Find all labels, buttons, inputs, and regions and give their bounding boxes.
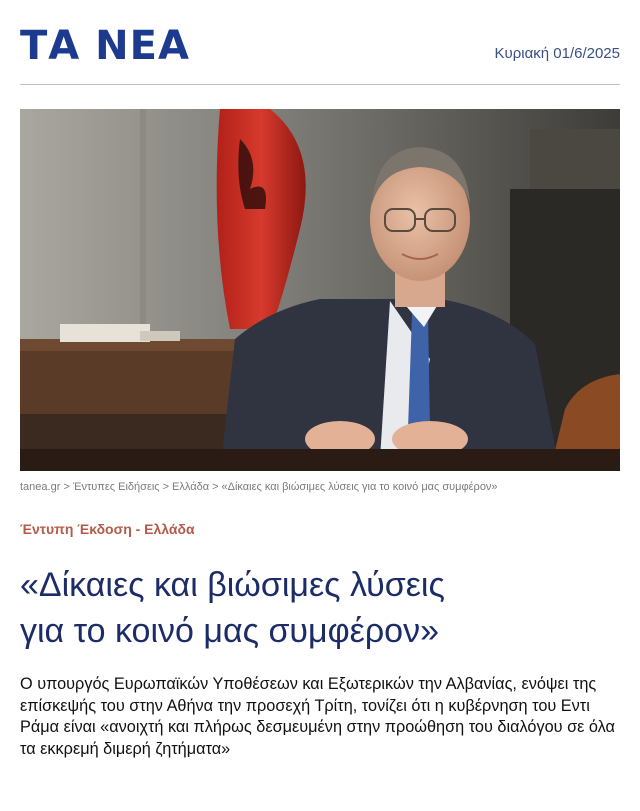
article-photo — [20, 109, 620, 471]
breadcrumb-item-print-news[interactable]: Έντυπες Ειδήσεις — [72, 481, 160, 493]
article-category[interactable]: Έντυπη Έκδοση - Ελλάδα — [20, 521, 195, 537]
breadcrumb-item-current: «Δίκαιες και βιώσιμες λύσεις για το κοινό μας συμφέρον» — [221, 481, 498, 493]
breadcrumb-item-greece[interactable]: Ελλάδα — [172, 481, 210, 493]
article-headline — [20, 562, 620, 654]
breadcrumb-item-home[interactable]: tanea.gr — [20, 481, 61, 493]
headline-line-2: για το κοινό μας συμφέρον» — [20, 612, 439, 650]
header-date: Κυριακή 01/6/2025 — [494, 45, 620, 62]
breadcrumb-separator: > — [212, 481, 219, 493]
header-divider — [20, 84, 620, 85]
headline-line-1: «Δίκαιες και βιώσιμες λύσεις — [20, 566, 445, 604]
site-logo[interactable]: ΤΑ ΝΕΑ — [20, 23, 190, 69]
breadcrumb-separator: > — [63, 481, 70, 493]
breadcrumb — [20, 481, 498, 493]
article-lede: Ο υπουργός Ευρωπαϊκών Υποθέσεων και Εξωτερικών την Αλβανίας, ενόψει της επίσκεψής του στην Αθήνα την προσεχή Τρίτη, τονίζει ότι η κυβέρνηση του Εντι Ράμα είναι «ανοιχτή και πλήρως δεσμευμένη στην προώθηση του διαλόγου σε όλα τα εκκρεμή διμερή ζητήματα» — [20, 675, 615, 758]
breadcrumb-separator: > — [162, 481, 170, 493]
masthead — [20, 24, 620, 68]
article-photo-image — [20, 109, 620, 471]
